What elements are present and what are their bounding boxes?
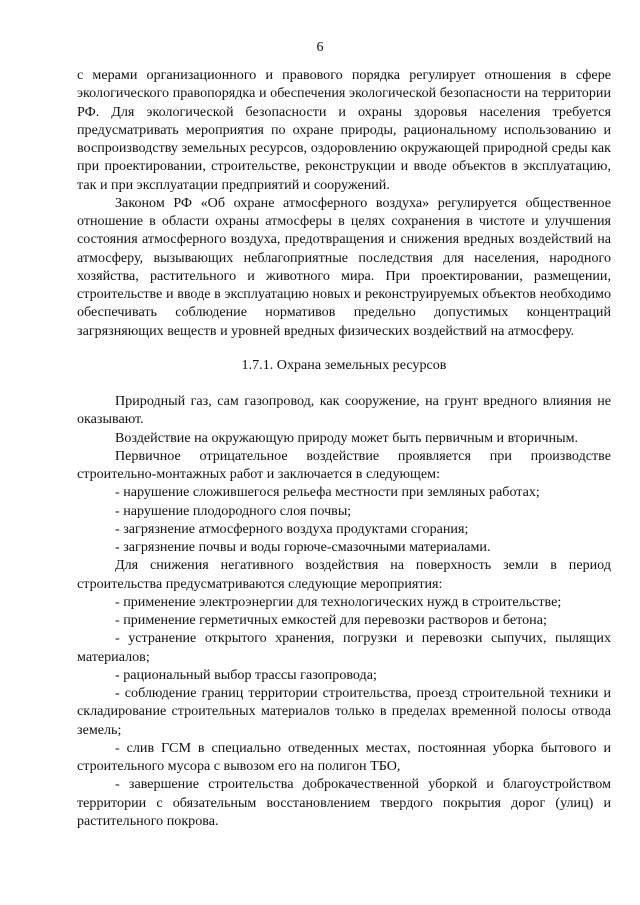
list-item: - нарушение сложившегося рельефа местности при земляных работах; [115, 484, 540, 501]
page-number: 6 [316, 40, 324, 55]
list-item: - рациональный выбор трассы газопровода; [115, 666, 377, 683]
paragraph-continuation: с мерами организационного и правового порядка регулирует отношения в сфере экологического правопорядка и обеспечения экологической безопасности на территории РФ. Для экологической безопасности и охраны здоровья населения требуется предусматривать мероприятия по охране природы, рациональному использованию и воспроизводству земельных ресурсов, оздоровлению окружающей природной среды как при проектировании, строительстве, реконструкции и вводе объектов в эксплуатацию, так и при эксплуатации предприятий и сооружений. [77, 67, 611, 193]
list-item: - устранение открытого хранения, погрузки и перевозки сыпучих, пылящих материалов; [77, 630, 611, 665]
list-item: - применение герметичных емкостей для перевозки растворов и бетона; [115, 612, 547, 628]
paragraph-air-law: Законом РФ «Об охране атмосферного воздуха» регулируется общественное отношение в области охраны атмосферы в целях сохранения в чистоте и улучшения состояния атмосферного воздуха, предотвращения и снижения вредных воздействий на атмосферу, вызывающих неблагоприятные последствия для населения, народного хозяйства, растительного и животного мира. При проектировании, размещении, строительстве и вводе в эксплуатацию новых и реконструируемых объектов необходимо обеспечивать соблюдение нормативов предельно допустимых концентраций загрязняющих веществ и уровней вредных физических воздействий на атмосферу. [77, 194, 611, 339]
paragraph-gas-impact: Природный газ, сам газопровод, как сооружение, на грунт вредного влияния не оказывают. [77, 393, 611, 428]
paragraph-mitigation-intro: Для снижения негативного воздействия на поверхность земли в период строительства предусматриваются следующие мероприятия: [77, 557, 611, 592]
list-item: - загрязнение почвы и воды горюче-смазочными материалами. [115, 539, 491, 555]
section-heading: 1.7.1. Охрана земельных ресурсов [241, 356, 447, 373]
list-item: - загрязнение атмосферного воздуха продуктами сгорания; [115, 520, 469, 537]
list-item: - соблюдение границ территории строительства, проезд строительной техники и складирование строительных материалов только в пределах временной полосы отвода земель; [77, 685, 611, 738]
list-item: - слив ГСМ в специально отведенных местах, постоянная уборка бытового и строительного мусора с вывозом его на полигон ТБО, [77, 739, 611, 774]
list-item: - применение электроэнергии для технологических нужд в строительстве; [115, 593, 562, 610]
list-item: - нарушение плодородного слоя почвы; [115, 502, 352, 519]
paragraph-primary-impact: Первичное отрицательное воздействие проявляется при производстве строительно-монтажных работ и заключается в следующем: [77, 447, 611, 482]
document-body [77, 66, 611, 830]
paragraph-impact-types: Воздействие на окружающую природу может быть первичным и вторичным. [115, 429, 579, 446]
list-item: - завершение строительства доброкачественной уборкой и благоустройством территории с обязательным восстановлением твердого покрытия дорог (улиц) и растительного покрова. [77, 776, 611, 829]
